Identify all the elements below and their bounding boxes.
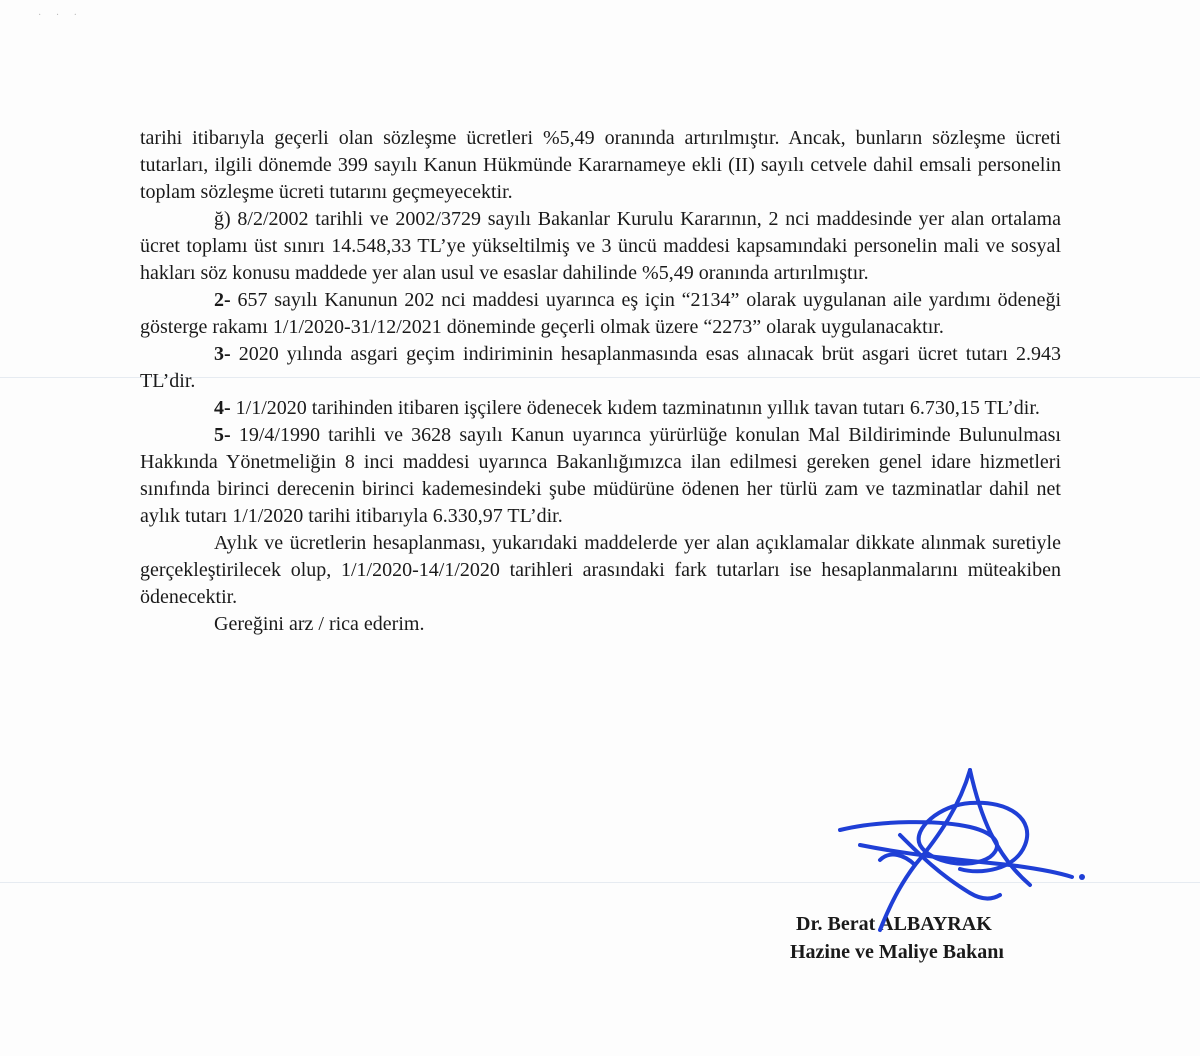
- paragraph: ğ) 8/2/2002 tarihli ve 2002/3729 sayılı Bakanlar Kurulu Kararının, 2 nci maddesinde yer alan ortalama ücret toplamı üst sınırı 14.548,33 TL’ye yükseltilmiş ve 3 üncü maddesi kapsamındaki personelin mali ve sosyal hakları söz konusu maddede yer alan usul ve esaslar dahilinde %5,49 oranında artırılmıştır.: [140, 208, 1061, 284]
- handwritten-signature: [820, 765, 1090, 940]
- paragraph: 4- 1/1/2020 tarihinden itibaren işçilere ödenecek kıdem tazminatının yıllık tavan tutarı 6.730,15 TL’dir.: [214, 397, 1040, 419]
- paragraph: 3- 2020 yılında asgari geçim indiriminin hesaplanmasında esas alınacak brüt asgari ücret tutarı 2.943 TL’dir.: [140, 343, 1061, 392]
- scan-artifact: · · ·: [38, 10, 83, 21]
- letter-body: [140, 125, 1061, 638]
- paragraph: Aylık ve ücretlerin hesaplanması, yukarıdaki maddelerde yer alan açıklamalar dikkate alınmak suretiyle gerçekleştirilecek olup, 1/1/2020-14/1/2020 tarihleri arasındaki fark tutarları ise hesaplanmalarını müteakiben ödenecektir.: [140, 532, 1061, 608]
- paragraph: tarihi itibarıyla geçerli olan sözleşme ücretleri %5,49 oranında artırılmıştır. Ancak, bunların sözleşme ücreti tutarları, ilgili dönemde 399 sayılı Kanun Hükmünde Kararnameye ekli (II) sayılı cetvele dahil emsali personelin toplam sözleşme ücreti tutarını geçmeyecektir.: [140, 127, 1061, 203]
- item-number: 3-: [214, 343, 231, 365]
- paragraph: 2- 657 sayılı Kanunun 202 nci maddesi uyarınca eş için “2134” olarak uygulanan aile yardımı ödeneği gösterge rakamı 1/1/2020-31/12/2021 döneminde geçerli olmak üzere “2273” olarak uygulanacaktır.: [140, 289, 1061, 338]
- item-number: 4-: [214, 397, 231, 419]
- signatory-name: Dr. Berat ALBAYRAK: [796, 913, 992, 935]
- item-number: 2-: [214, 289, 231, 311]
- item-number: 5-: [214, 424, 231, 446]
- paragraph: 5- 19/4/1990 tarihli ve 3628 sayılı Kanun uyarınca yürürlüğe konulan Mal Bildiriminde Bulunulması Hakkında Yönetmeliğin 8 inci maddesi uyarınca Bakanlığımızca ilan edilmesi gereken genel idare hizmetleri sınıfında birinci derecenin birinci kademesindeki şube müdürüne ödenen her türlü zam ve tazminatlar dahil net aylık tutarı 1/1/2020 tarihi itibarıyla 6.330,97 TL’dir.: [140, 424, 1061, 527]
- signatory-title: Hazine ve Maliye Bakanı: [790, 941, 1004, 963]
- closing-line: Gereğini arz / rica ederim.: [214, 613, 425, 635]
